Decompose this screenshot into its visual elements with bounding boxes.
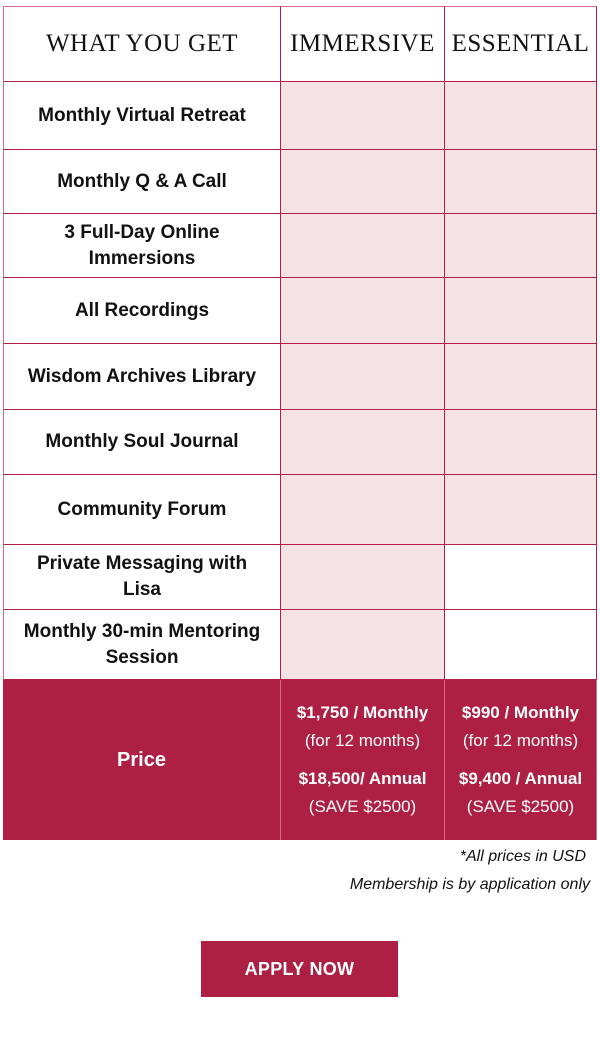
essential-empty-cell — [445, 610, 597, 680]
immersive-included-cell — [281, 545, 445, 610]
immersive-monthly-price: $1,750 / Monthly — [296, 703, 429, 722]
immersive-price-cell — [281, 680, 445, 840]
price-label: Price — [3, 680, 281, 840]
table-row — [3, 610, 597, 680]
essential-included-cell — [445, 82, 597, 150]
immersive-annual-price: $18,500/ Annual — [298, 769, 427, 788]
table-row — [3, 214, 597, 278]
header-immersive: IMMERSIVE — [281, 6, 445, 82]
immersive-included-cell — [281, 150, 445, 214]
feature-label: Private Messaging with Lisa — [3, 545, 281, 610]
essential-monthly-price: $990 / Monthly — [461, 703, 580, 722]
table-row — [3, 278, 597, 344]
table-header — [3, 6, 597, 82]
feature-label: Monthly Virtual Retreat — [3, 82, 281, 150]
essential-annual-note: (SAVE $2500) — [466, 797, 575, 816]
essential-included-cell — [445, 214, 597, 278]
table-row — [3, 545, 597, 610]
immersive-included-cell — [281, 410, 445, 475]
essential-included-cell — [445, 150, 597, 214]
immersive-included-cell — [281, 82, 445, 150]
table-row — [3, 410, 597, 475]
price-row — [3, 680, 597, 840]
essential-included-cell — [445, 278, 597, 344]
essential-empty-cell — [445, 545, 597, 610]
immersive-annual-note: (SAVE $2500) — [308, 797, 417, 816]
header-essential: ESSENTIAL — [445, 6, 597, 82]
feature-label: Monthly Soul Journal — [3, 410, 281, 475]
table-row — [3, 475, 597, 545]
essential-price-cell — [445, 680, 597, 840]
immersive-included-cell — [281, 344, 445, 410]
membership-note: Membership is by application only — [349, 876, 590, 893]
feature-label: Monthly Q & A Call — [3, 150, 281, 214]
immersive-included-cell — [281, 475, 445, 545]
feature-label: Monthly 30-min Mentoring Session — [3, 610, 281, 680]
feature-label: 3 Full-Day Online Immersions — [3, 214, 281, 278]
table-row — [3, 82, 597, 150]
essential-included-cell — [445, 410, 597, 475]
essential-included-cell — [445, 344, 597, 410]
essential-monthly-note: (for 12 months) — [462, 731, 579, 750]
header-what-you-get: WHAT YOU GET — [3, 6, 281, 82]
currency-note: *All prices in USD — [459, 848, 586, 865]
immersive-included-cell — [281, 214, 445, 278]
apply-now-button[interactable]: APPLY NOW — [201, 941, 398, 997]
immersive-included-cell — [281, 278, 445, 344]
table-row — [3, 344, 597, 410]
comparison-table — [3, 6, 597, 840]
essential-included-cell — [445, 475, 597, 545]
essential-annual-price: $9,400 / Annual — [458, 769, 583, 788]
table-row — [3, 150, 597, 214]
feature-label: Community Forum — [3, 475, 281, 545]
feature-label: Wisdom Archives Library — [3, 344, 281, 410]
immersive-included-cell — [281, 610, 445, 680]
feature-label: All Recordings — [3, 278, 281, 344]
immersive-monthly-note: (for 12 months) — [304, 731, 421, 750]
